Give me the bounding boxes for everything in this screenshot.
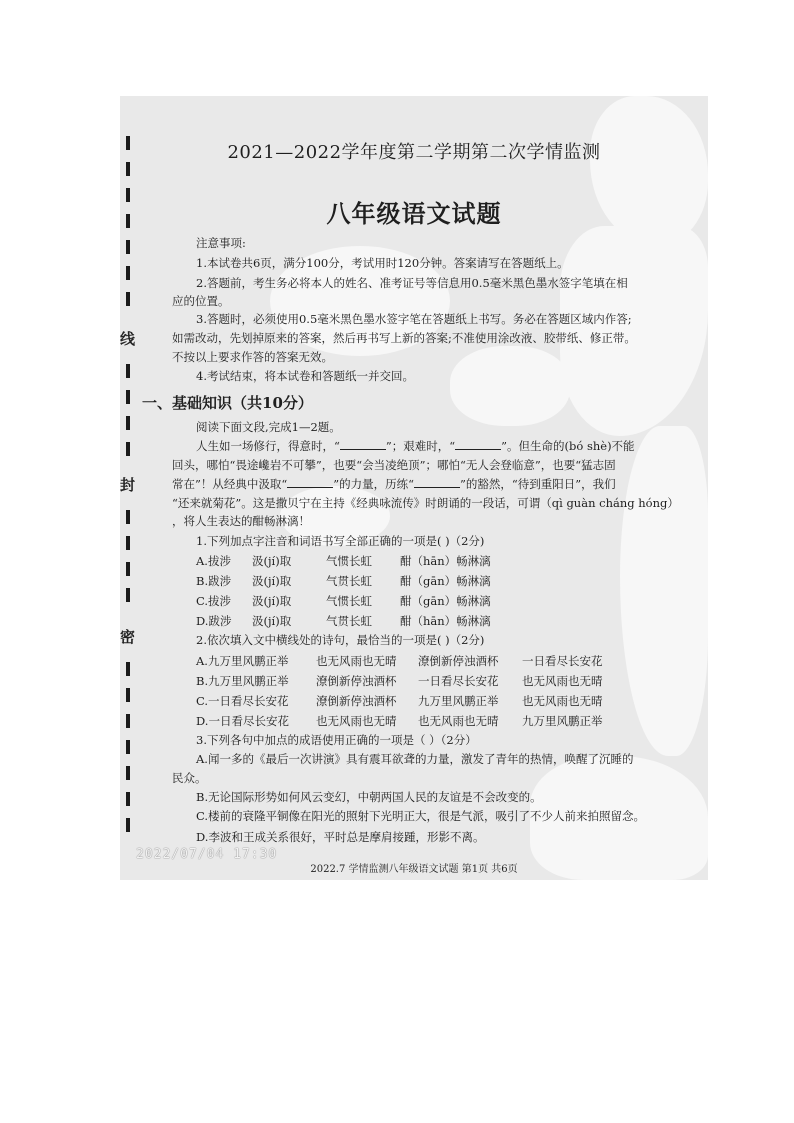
q1-b-word2: 汲(jí)取 [252, 574, 292, 588]
fill-blank-3 [287, 477, 333, 488]
q1-a-word2: 汲(jí)取 [252, 554, 292, 568]
q1-d-word3: 气贯长虹 [326, 614, 372, 628]
q2-a-line3: 潦倒新停浊酒杯 [418, 654, 499, 668]
binding-dash [126, 442, 130, 456]
q1-a-word1: A.拔涉 [196, 554, 231, 568]
binding-dash [126, 662, 130, 676]
passage-text: ”；艰难时，“ [385, 439, 456, 453]
binding-dash [126, 688, 130, 702]
q1-c-word1: C.拔涉 [196, 594, 232, 608]
notice-heading: 注意事项: [196, 236, 246, 250]
binding-dash [126, 536, 130, 550]
binding-dash [126, 162, 130, 176]
q1-d-word2: 汲(jí)取 [252, 614, 292, 628]
q2-a-line2: 也无风雨也无晴 [316, 654, 397, 668]
q2-b-line1: B.九万里风鹏正举 [196, 674, 289, 688]
binding-dash [126, 266, 130, 280]
passage-text: ”的豁然，“待到重阳日”，我们 [460, 477, 616, 491]
faded-patch [450, 346, 570, 426]
q1-a-word4: 酣（hān）畅淋漓 [400, 554, 491, 568]
section-1-title: 一、基础知识（共10分） [142, 394, 313, 412]
exam-subtitle: 八年级语文试题 [326, 199, 502, 228]
q3-option-d: D.李波和王成关系很好，平时总是摩肩接踵，形影不离。 [196, 830, 485, 844]
q3-option-b: B.无论国际形势如何风云变幻，中朝两国人民的友谊是不会改变的。 [196, 790, 542, 804]
passage-line-4: “还来就菊花”。这是撒贝宁在主持《经典咏流传》时朗诵的一段话，可谓（qì guàn cháng hóng） [172, 496, 679, 510]
q1-d-word4: 酣（hān）畅淋漓 [400, 614, 491, 628]
fill-blank-2 [455, 439, 501, 450]
notice-item-2b: 应的位置。 [172, 294, 230, 308]
q1-stem: 1.下列加点字注音和词语书写全部正确的一项是( )（2分) [196, 534, 485, 548]
notice-item-1: 1.本试卷共6页，满分100分，考试用时120分钟。答案请写在答题纸上。 [196, 256, 569, 270]
q2-c-line3: 九万里风鹏正举 [418, 694, 499, 708]
q2-d-line4: 九万里风鹏正举 [522, 714, 603, 728]
q2-a-line1: A.九万里风鹏正举 [196, 654, 289, 668]
fill-blank-4 [414, 477, 460, 488]
page-footer: 2022.7 学情监测八年级语文试题 第1页 共6页 [310, 864, 518, 875]
photo-timestamp: 2022/07/04 17:30 [136, 847, 278, 862]
binding-dash [126, 766, 130, 780]
notice-item-3a: 3.答题时，必须使用0.5毫米黑色墨水签字笔在答题纸上书写。务必在答题区域内作答; [196, 312, 632, 326]
notice-item-3c: 不按以上要求作答的答案无效。 [172, 350, 333, 364]
binding-char-xian: 线 [120, 330, 136, 348]
q2-d-line1: D.一日看尽长安花 [196, 714, 289, 728]
q2-d-line2: 也无风雨也无晴 [316, 714, 397, 728]
q2-c-line4: 也无风雨也无晴 [522, 694, 603, 708]
passage-line-2: 回头，哪怕“畏途巉岩不可攀”，也要“会当凌绝顶”；哪怕“无人会登临意”，也要“猛志固 [172, 458, 616, 472]
faded-patch [620, 426, 708, 756]
q1-c-word4: 酣（gān）畅淋漓 [400, 594, 491, 608]
binding-dash [126, 588, 130, 602]
q2-c-line1: C.一日看尽长安花 [196, 694, 289, 708]
q2-stem: 2.依次填入文中横线处的诗句，最恰当的一项是( )（2分) [196, 633, 485, 647]
q2-b-line3: 一日看尽长安花 [418, 674, 499, 688]
q3-option-c: C.楼前的衰隆平铜像在阳光的照射下光明正大，很是气派，吸引了不少人前来拍照留念。 [196, 809, 646, 823]
binding-dash [126, 818, 130, 832]
binding-dash [126, 714, 130, 728]
passage-text: 人生如一场修行，得意时，“ [196, 439, 340, 453]
binding-dash [126, 416, 130, 430]
binding-dash [126, 364, 130, 378]
q1-b-word1: B.跋涉 [196, 574, 232, 588]
q1-b-word4: 酣（gān）畅淋漓 [400, 574, 491, 588]
q2-d-line3: 也无风雨也无晴 [418, 714, 499, 728]
passage-line-1 [196, 439, 635, 453]
exam-title: 2021—2022学年度第二学期第二次学情监测 [227, 142, 601, 163]
notice-item-2a: 2.答题前，考生务必将本人的姓名、准考证号等信息用0.5毫米黑色墨水签字笔填在相 [196, 276, 628, 290]
notice-item-4: 4.考试结束，将本试卷和答题纸一并交回。 [196, 369, 414, 383]
q1-a-word3: 气惯长虹 [326, 554, 372, 568]
section-1-intro: 阅读下面文段,完成1—2题。 [196, 420, 341, 434]
passage-line-5: ，将人生表达的酣畅淋漓！ [172, 514, 310, 528]
q2-b-line2: 潦倒新停浊酒杯 [316, 674, 397, 688]
passage-text: 常在”！从经典中汲取“ [172, 477, 288, 491]
passage-text: ”的力量，历练“ [333, 477, 415, 491]
notice-item-3b: 如需改动，先划掉原来的答案，然后再书写上新的答案;不准使用涂改液、胶带纸、修正带。 [172, 331, 636, 345]
binding-dash [126, 390, 130, 404]
fill-blank-1 [340, 439, 386, 450]
q3-option-a-line2: 民众。 [172, 771, 207, 785]
q3-option-a-line1: A.闻一多的《最后一次讲演》具有震耳欲聋的力量，激发了青年的热情，唤醒了沉睡的 [196, 752, 634, 766]
binding-char-feng: 封 [120, 476, 136, 494]
q3-stem: 3.下列各句中加点的成语使用正确的一项是（ ）（2分） [196, 733, 477, 747]
binding-char-mi: 密 [120, 628, 136, 646]
binding-dash [126, 240, 130, 254]
binding-dash [126, 740, 130, 754]
q1-c-word3: 气惯长虹 [326, 594, 372, 608]
passage-text: ”。但生命的(bó shè)不能 [501, 439, 635, 453]
binding-dash [126, 562, 130, 576]
binding-dash [126, 292, 130, 306]
scanned-exam-photo [120, 96, 708, 880]
passage-line-3 [172, 477, 616, 491]
q1-d-word1: D.跋涉 [196, 614, 232, 628]
binding-dash [126, 792, 130, 806]
binding-dash [126, 510, 130, 524]
q2-c-line2: 潦倒新停浊酒杯 [316, 694, 397, 708]
q2-b-line4: 也无风雨也无晴 [522, 674, 603, 688]
q1-c-word2: 汲(jí)取 [252, 594, 292, 608]
q2-a-line4: 一日看尽长安花 [522, 654, 603, 668]
q1-b-word3: 气贯长虹 [326, 574, 372, 588]
